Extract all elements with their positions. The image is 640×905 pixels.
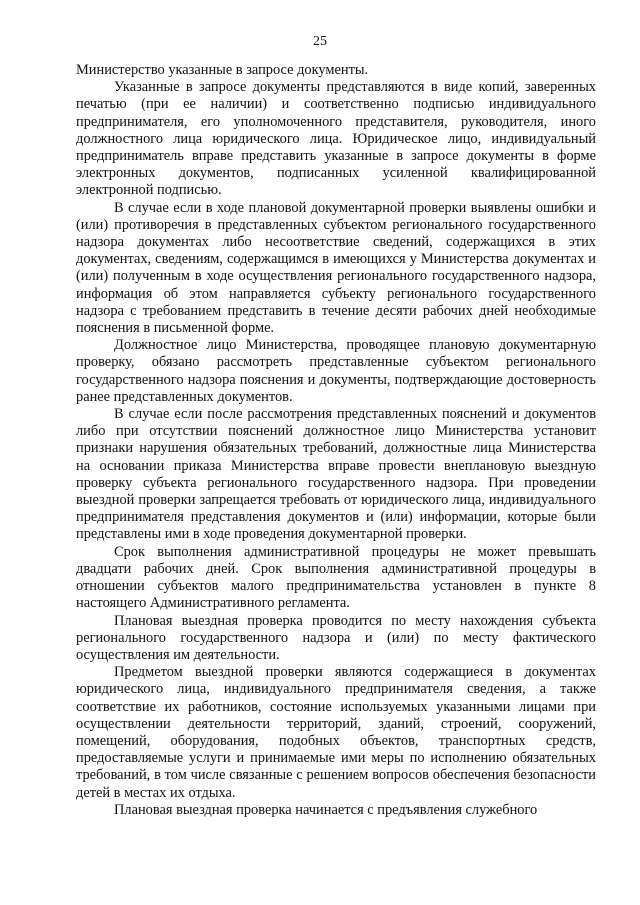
paragraph-5: В случае если после рассмотрения представленных пояснений и документов либо при отсутствии пояснений должностное лицо Министерства установит признаки нарушения обязательных требований, должностные лица Министерства на основании приказа Министерства вправе провести внеплановую выездную проверку субъекта регионального государственного надзора. При проведении выездной проверки запрещается требовать от юридического лица, индивидуального предпринимателя представления документов и (или) информации, которые были представлены ими в ходе проведения документарной проверки. <box>76 406 596 543</box>
page-number: 25 <box>313 34 327 49</box>
paragraph-1: Министерство указанные в запросе документы. <box>76 62 369 78</box>
paragraph-6: Срок выполнения административной процедуры не может превышать двадцати рабочих дней. Срок выполнения административной процедуры в отношении субъектов малого предпринимательства установлен в пункте 8 настоящего Административного регламента. <box>76 543 596 612</box>
paragraph-8: Предметом выездной проверки являются содержащиеся в документах юридического лица, индивидуального предпринимателя сведения, а также соответствие их работников, состояние используемых указанными лицами при осуществлении деятельности территорий, зданий, строений, сооружений, помещений, оборудования, подобных объектов, транспортных средств, предоставляемые услуги и принимаемые ими меры по исполнению обязательных требований, в том числе связанные с решением вопросов обеспечения безопасности детей в местах их отдыха. <box>76 664 596 801</box>
paragraph-3: В случае если в ходе плановой документарной проверки выявлены ошибки и (или) противоречия в представленных субъектом регионального государственного надзора документах либо несоответствие сведений, содержащихся в этих документах, сведениям, содержащимся в имеющихся у Министерства документах и (или) полученным в ходе осуществления регионального государственного надзора, информация об этом направляется субъекту регионального государственного надзора с требованием представить в течение десяти рабочих дней необходимые пояснения в письменной форме. <box>76 199 596 337</box>
paragraph-9: Плановая выездная проверка начинается с предъявления служебного <box>114 801 538 818</box>
paragraph-4: Должностное лицо Министерства, проводящее плановую документарную проверку, обязано рассмотреть представленные субъектом регионального государственного надзора пояснения и документы, подтверждающие достоверность ранее представленных документов. <box>76 337 596 405</box>
document-body <box>76 62 596 819</box>
paragraph-2: Указанные в запросе документы представляются в виде копий, заверенных печатью (при ее наличии) и соответственно подписью индивидуального предпринимателя, его уполномоченного представителя, руководителя, иного должностного лица юридического лица. Юридическое лицо, индивидуальный предприниматель вправе представить указанные в запросе документы в форме электронных документов, подписанных усиленной квалифицированной электронной подписью. <box>76 79 596 199</box>
paragraph-7: Плановая выездная проверка проводится по месту нахождения субъекта регионального государственного надзора и (или) по месту фактического осуществления им деятельности. <box>76 612 596 663</box>
